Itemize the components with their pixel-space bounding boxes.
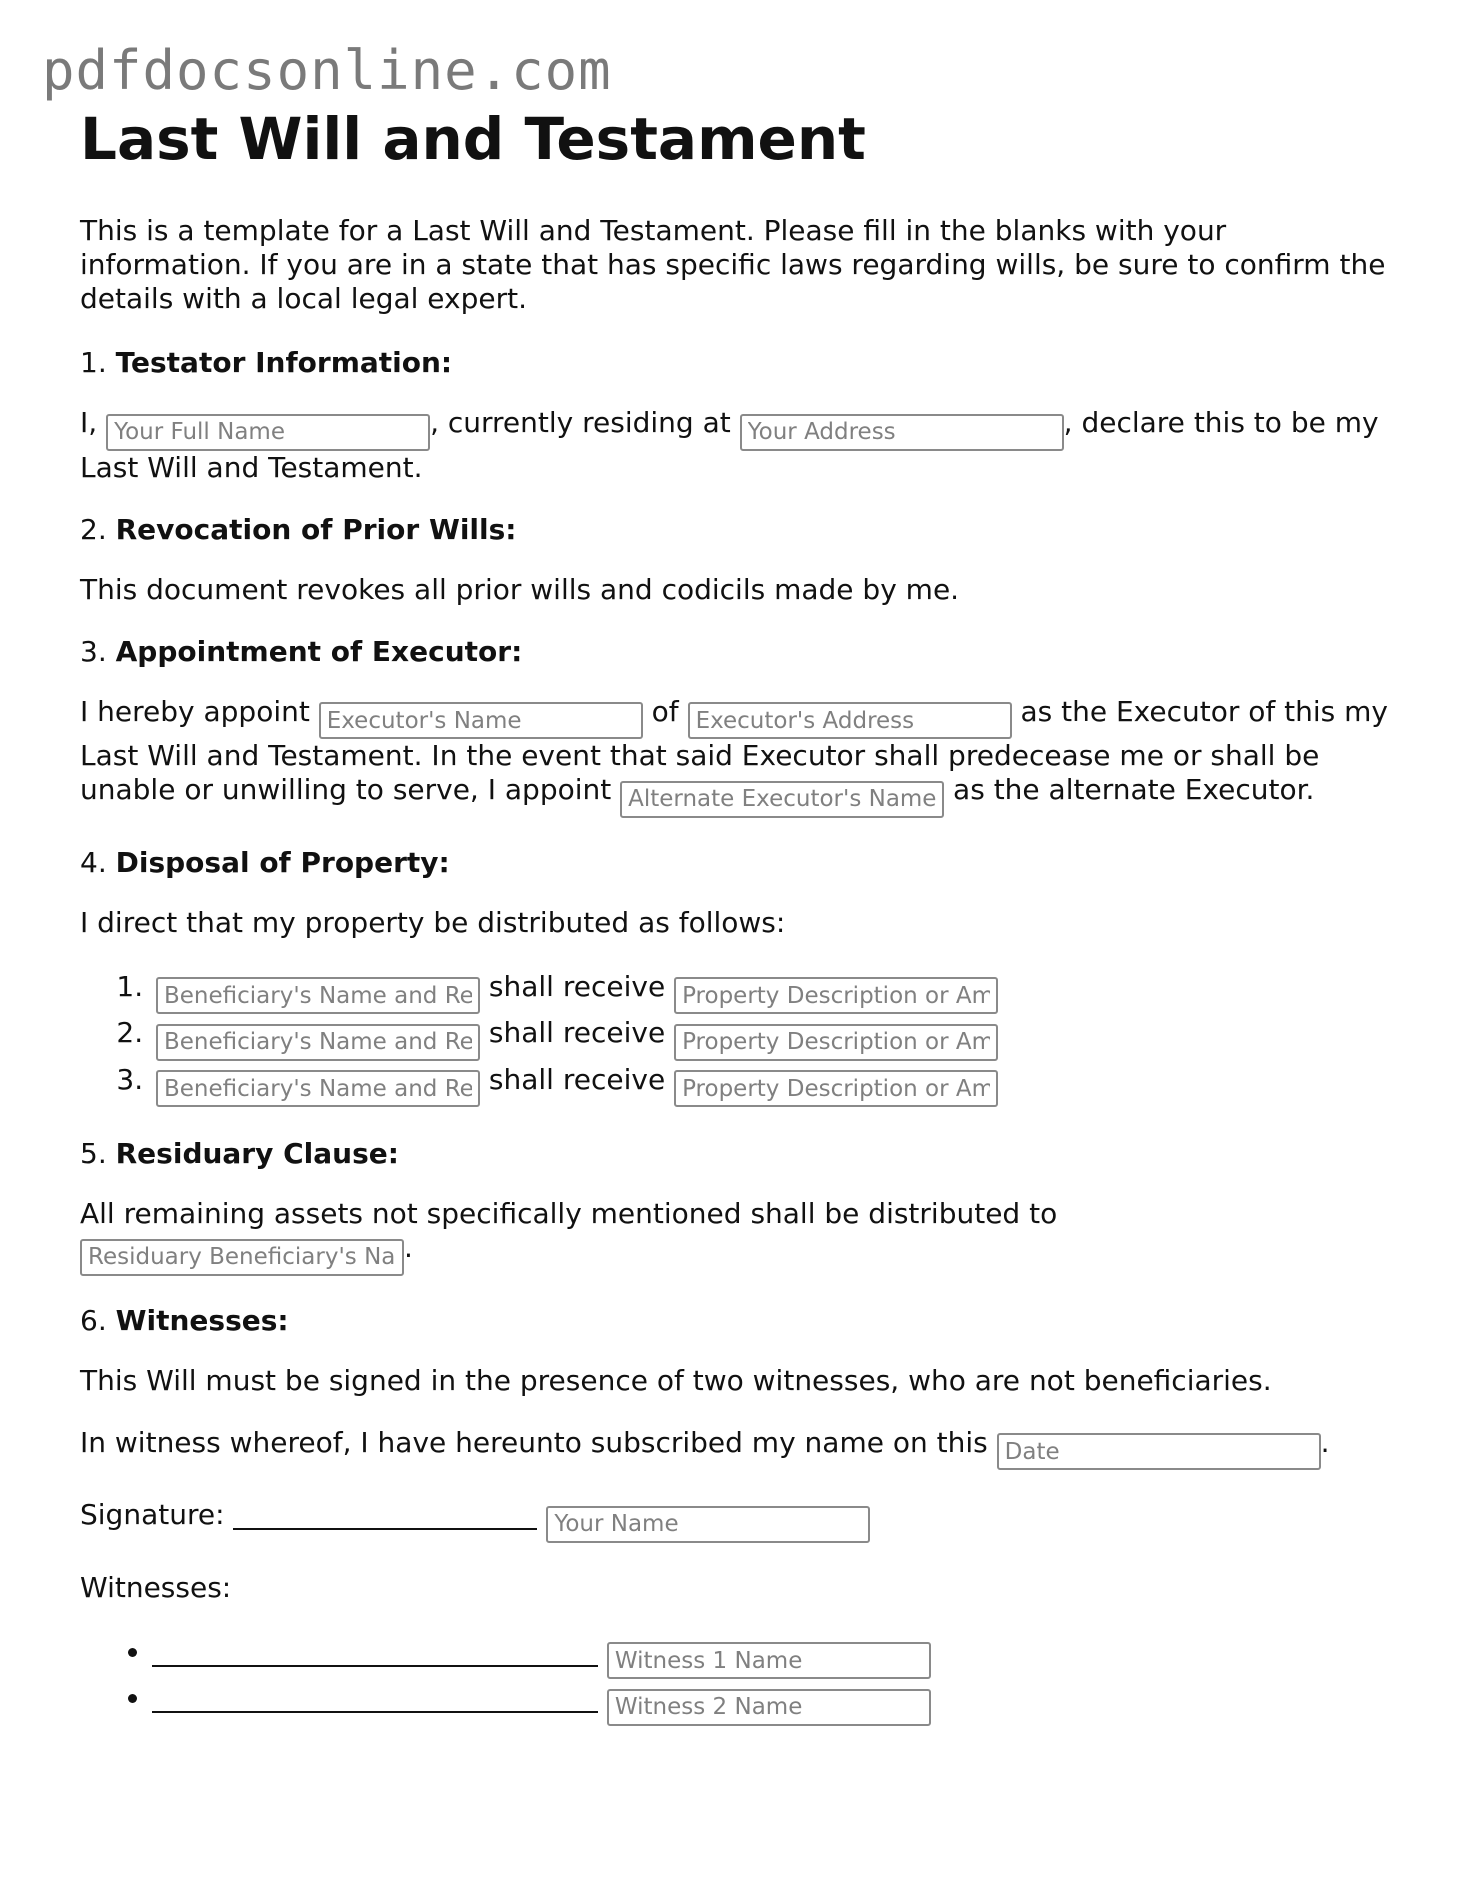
section-1-title: Testator Information:: [115, 346, 453, 379]
witnesses-label: Witnesses:: [80, 1570, 232, 1604]
witness-item: [152, 1633, 1400, 1680]
section-3-number: 3.: [80, 634, 107, 668]
section-4-title: Disposal of Property:: [115, 845, 450, 879]
residuary-beneficiary-field[interactable]: [80, 1239, 404, 1276]
witness-whereof-end: .: [1320, 1425, 1330, 1459]
section-5-title: Residuary Clause:: [115, 1137, 399, 1170]
testator-paragraph: [80, 406, 1400, 485]
testator-name-field[interactable]: [106, 414, 430, 451]
executor-text-d: as the alternate Executor.: [953, 773, 1315, 806]
executor-text-b: of: [651, 694, 679, 728]
section-6-number: 6.: [80, 1303, 107, 1337]
section-1-heading: [80, 346, 1400, 380]
witness-item: [152, 1679, 1400, 1726]
property-3-field[interactable]: [674, 1070, 998, 1107]
witness-whereof-paragraph: [80, 1426, 1400, 1471]
section-6-heading: [80, 1304, 1400, 1338]
document-title: Last Will and Testament: [80, 105, 866, 173]
date-field[interactable]: [997, 1433, 1321, 1470]
section-2-number: 2.: [80, 512, 107, 546]
executor-address-field[interactable]: [688, 702, 1012, 739]
section-3-heading: [80, 635, 1400, 669]
executor-text-c: as the Executor of this my Last Will and Testament. In the event that said Executor shall predecease me or shall be unable or unwilling to serve, I appoint: [80, 694, 1388, 806]
witness-2-name-field[interactable]: [607, 1689, 931, 1726]
property-1-field[interactable]: [674, 977, 998, 1014]
distribution-item: [152, 1014, 1400, 1061]
distribution-connector: shall receive: [488, 969, 666, 1003]
beneficiary-1-field[interactable]: [156, 977, 480, 1014]
your-name-field[interactable]: [546, 1506, 870, 1543]
witness-1-name-field[interactable]: [607, 1642, 931, 1679]
section-6-title: Witnesses:: [115, 1303, 289, 1337]
section-2-title: Revocation of Prior Wills:: [115, 512, 517, 546]
testator-address-field[interactable]: [740, 414, 1064, 451]
site-watermark: pdfdocsonline.com: [42, 39, 612, 102]
witness-requirement: This Will must be signed in the presence of two witnesses, who are not beneficiaries.: [80, 1363, 1272, 1397]
signature-label: Signature:: [80, 1498, 225, 1531]
witness-2-signature-line[interactable]: [152, 1683, 598, 1713]
revocation-paragraph: This document revokes all prior wills and codicils made by me.: [80, 572, 960, 606]
section-5-number: 5.: [80, 1137, 107, 1170]
distribution-connector: shall receive: [488, 1062, 666, 1096]
section-5-heading: [80, 1137, 1400, 1171]
section-1-number: 1.: [80, 346, 107, 379]
residuary-text-b: .: [404, 1231, 413, 1264]
section-3-title: Appointment of Executor:: [115, 634, 523, 668]
signature-row: [80, 1498, 1400, 1543]
section-4-number: 4.: [80, 845, 107, 879]
testator-text-a: I,: [80, 406, 98, 439]
intro-paragraph: This is a template for a Last Will and Testament. Please fill in the blanks with your information. If you are in a state that has specific laws regarding wills, be sure to confirm the details with a local legal expert.: [80, 214, 1386, 315]
distribution-item: [152, 1061, 1400, 1108]
executor-text-a: I hereby appoint: [80, 694, 310, 728]
section-4-heading: [80, 846, 1400, 880]
residuary-text-a: All remaining assets not specifically mentioned shall be distributed to: [80, 1197, 1058, 1230]
executor-paragraph: [80, 695, 1400, 818]
distribution-list: [80, 968, 1400, 1108]
will-document: [80, 104, 1400, 1726]
residuary-paragraph: [80, 1197, 1400, 1276]
distribution-item: [152, 968, 1400, 1015]
witness-whereof-text: In witness whereof, I have hereunto subscribed my name on this: [80, 1425, 988, 1459]
property-2-field[interactable]: [674, 1024, 998, 1061]
distribution-connector: shall receive: [488, 1016, 666, 1049]
testator-text-b: , currently residing at: [430, 406, 731, 439]
section-2-heading: [80, 513, 1400, 547]
beneficiary-3-field[interactable]: [156, 1070, 480, 1107]
alternate-executor-field[interactable]: [620, 781, 944, 818]
property-intro: I direct that my property be distributed as follows:: [80, 905, 786, 939]
executor-name-field[interactable]: [319, 702, 643, 739]
testator-text-c: , declare this to be my Last Will and Testament.: [80, 406, 1379, 484]
beneficiary-2-field[interactable]: [156, 1024, 480, 1061]
witness-list: [80, 1633, 1400, 1726]
witness-1-signature-line[interactable]: [152, 1637, 598, 1667]
signature-line[interactable]: [233, 1500, 537, 1530]
